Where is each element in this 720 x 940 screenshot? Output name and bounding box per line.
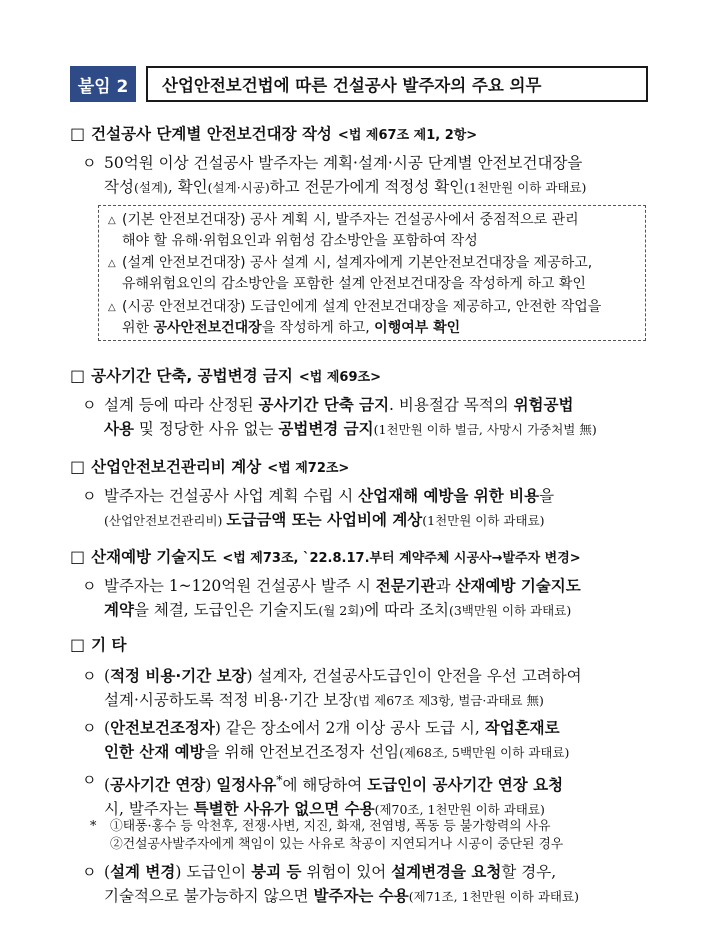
etc-bullet-2: ㅇ (안전보건조정자) 같은 장소에서 2개 이상 공사 도급 시, 작업혼재로 인한 산재 예방을 위해 안전보건조정자 선임(제68조, 5백만원 이하 과태료) — [82, 716, 658, 765]
triangle-icon: △ — [108, 302, 116, 313]
bullet-circle-icon: ㅇ — [82, 487, 97, 505]
checkbox-icon: □ — [70, 457, 86, 476]
footnote-star: * — [90, 819, 97, 834]
box-item-3: △ (시공 안전보건대장) 도급인에게 설계 안전보건대장을 제공하고, 안전한 작업을 위한 공사안전보건대장을 작성하게 하고, 이행여부 확인 — [108, 299, 602, 336]
bullet-3: ㅇ 발주자는 건설공사 사업 계획 수립 시 산업재해 예방을 위한 비용을 (산업안전보건관리비) 도급금액 또는 사업비에 계상(1천만원 이하 과태료) — [82, 484, 658, 533]
bullet-circle-icon: ㅇ — [82, 667, 97, 685]
checkbox-icon: □ — [70, 635, 86, 654]
box-item-1: △ (기본 안전보건대장) 공사 계획 시, 발주자는 건설공사에서 중점적으로 관리 해야 할 유해·위험요인과 위험성 감소방안을 포함하여 작성 — [108, 212, 579, 249]
checkbox-icon: □ — [70, 124, 86, 143]
triangle-icon: △ — [108, 258, 116, 269]
bullet-circle-icon: ㅇ — [82, 396, 97, 414]
doc-header — [70, 66, 648, 102]
section-heading-2: □ 공사기간 단축, 공법변경 금지 <법 제69조> — [70, 366, 381, 385]
checkbox-icon: □ — [70, 547, 86, 566]
triangle-icon: △ — [108, 215, 116, 226]
box-item-2: △ (설계 안전보건대장) 공사 설계 시, 설계자에게 기본안전보건대장을 제공하고, 유해위험요인의 감소방안을 포함한 설계 안전보건대장을 작성하게 하고 확인 — [108, 255, 593, 292]
bullet-1: ㅇ 50억원 이상 건설공사 발주자는 계획·설계·시공 단계별 안전보건대장을 작성(설계), 확인(설계·시공)하고 전문가에게 적정성 확인(1천만원 이하 과태료) — [82, 151, 658, 200]
bullet-circle-icon: ㅇ — [82, 719, 97, 737]
bullet-circle-icon: ㅇ — [82, 577, 97, 595]
etc-bullet-3: ㅇ (공사기간 연장) 일정사유*에 해당하여 도급인이 공사기간 연장 요청 시, 발주자는 특별한 사유가 없으면 수용(제70조, 1천만원 이하 과태료) — [82, 768, 658, 822]
doc-title: 산업안전보건법에 따른 건설공사 발주자의 주요 의무 — [146, 66, 648, 102]
section-heading-3: □ 산업안전보건관리비 계상 <법 제72조> — [70, 457, 350, 476]
bullet-2: ㅇ 설계 등에 따라 산정된 공사기간 단축 금지. 비용절감 목적의 위험공법 사용 및 정당한 사유 없는 공법변경 금지(1천만원 이하 벌금, 사망시 가중처벌 無) — [82, 393, 658, 442]
bullet-circle-icon: ㅇ — [82, 154, 97, 172]
bullet-4: ㅇ 발주자는 1~120억원 건설공사 발주 시 전문기관과 산재예방 기술지도 계약을 체결, 도급인은 기술지도(월 2회)에 따라 조치(3백만원 이하 과태료) — [82, 574, 658, 623]
checkbox-icon: □ — [70, 366, 86, 385]
section-heading-4: □ 산재예방 기술지도 <법 제73조, `22.8.17.부터 계약주체 시공사→발주자 변경> — [70, 547, 581, 566]
attachment-tag: 붙임 2 — [70, 66, 136, 102]
bullet-circle-icon: ㅇ — [82, 771, 97, 789]
section-heading-5: □ 기 타 — [70, 635, 127, 654]
footnote: * ①태풍·홍수 등 악천후, 전쟁·사변, 지진, 화재, 전염병, 폭동 등 불가항력의 사유 ②건설공사발주자에게 책임이 있는 사유로 착공이 지연되거나 시공이 중단된 경우 — [90, 819, 564, 852]
etc-bullet-4: ㅇ (설계 변경) 도급인이 붕괴 등 위험이 있어 설계변경을 요청할 경우, 기술적으로 불가능하지 않으면 발주자는 수용(제71조, 1천만원 이하 과태료) — [82, 860, 658, 909]
section-heading-1: □ 건설공사 단계별 안전보건대장 작성 <법 제67조 제1, 2항> — [70, 124, 478, 143]
bullet-circle-icon: ㅇ — [82, 863, 97, 881]
etc-bullet-1: ㅇ (적정 비용·기간 보장) 설계자, 건설공사도급인이 안전을 우선 고려하여 설계·시공하도록 적정 비용·기간 보장(법 제67조 제3항, 벌금·과태료 無) — [82, 664, 658, 713]
